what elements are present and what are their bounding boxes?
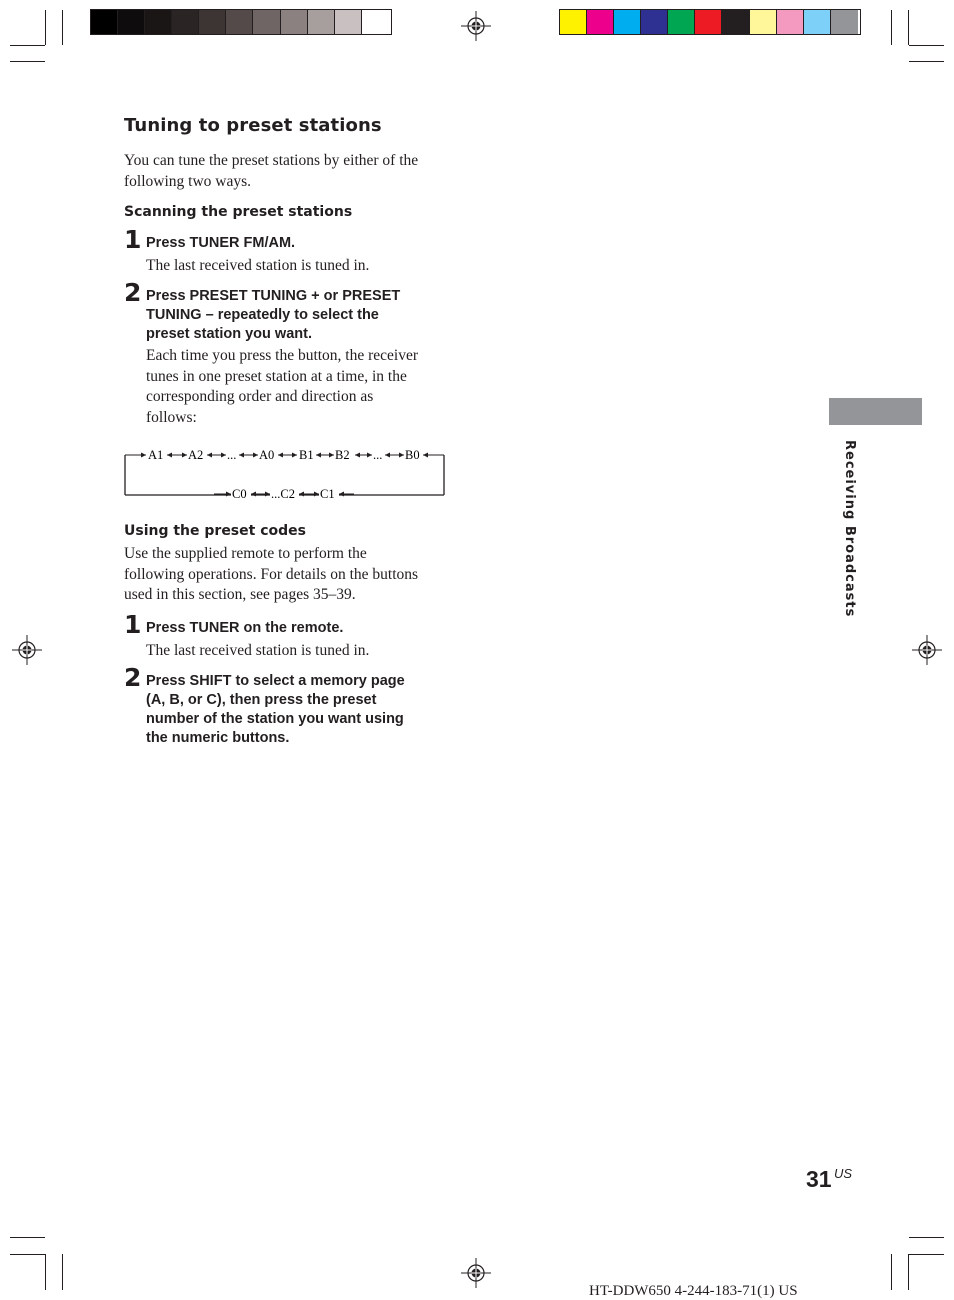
chapter-label: Receiving Broadcasts	[842, 440, 857, 618]
text-line: preset station you want.	[146, 326, 312, 342]
sequence-label: ...	[373, 448, 383, 462]
color-swatch	[172, 10, 199, 34]
color-swatch	[641, 10, 668, 34]
text-line: TUNING – repeatedly to select the	[146, 307, 379, 323]
sequence-label: B2	[335, 448, 350, 462]
step-number: 1	[124, 225, 142, 254]
color-swatch	[253, 10, 280, 34]
step-number: 2	[124, 278, 142, 307]
step-instruction	[146, 619, 343, 638]
codes-heading: Using the preset codes	[124, 523, 306, 539]
color-swatch	[668, 10, 695, 34]
step-instruction	[146, 287, 400, 344]
registration-mark-icon	[912, 635, 942, 665]
registration-mark-icon	[12, 635, 42, 665]
text-line: (A, B, or C), then press the preset	[146, 692, 377, 708]
registration-mark-icon	[461, 1258, 491, 1288]
text-line: follows:	[146, 408, 197, 426]
text-line: You can tune the preset stations by either of the	[124, 152, 419, 169]
color-swatch	[199, 10, 226, 34]
step-number: 1	[124, 610, 142, 639]
color-swatch	[587, 10, 614, 34]
color-swatch	[226, 10, 253, 34]
text-line: Press SHIFT to select a memory page	[146, 673, 405, 689]
color-swatch	[281, 10, 308, 34]
registration-mark-icon	[461, 11, 491, 41]
step-detail	[146, 641, 369, 662]
scanning-heading: Scanning the preset stations	[124, 204, 353, 220]
sequence-label: A0	[259, 448, 275, 462]
text-line: tunes in one preset station at a time, in the	[146, 367, 407, 385]
codes-intro	[124, 544, 418, 606]
text-line: following operations. For details on the buttons	[124, 565, 419, 583]
section-title: Tuning to preset stations	[124, 115, 382, 136]
sequence-label: B1	[299, 448, 314, 462]
color-swatch	[750, 10, 777, 34]
page-number: 31	[806, 1166, 832, 1192]
text-line: Press TUNER FM/AM.	[146, 235, 296, 251]
page-region-suffix: US	[834, 1166, 853, 1181]
color-swatch	[145, 10, 172, 34]
step-number: 2	[124, 663, 142, 692]
color-swatch	[831, 10, 858, 34]
color-swatch	[118, 10, 145, 34]
sequence-label: ...	[227, 448, 237, 462]
step-instruction	[146, 234, 295, 253]
color-swatch	[335, 10, 362, 34]
color-swatch	[804, 10, 831, 34]
step-detail	[146, 346, 418, 428]
sequence-label: A1	[148, 448, 164, 462]
text-line: used in this section, see pages 35–39.	[124, 586, 356, 603]
color-swatch	[91, 10, 118, 34]
color-swatch	[560, 10, 587, 34]
footer-model-code: HT-DDW650 4-244-183-71(1) US	[589, 1283, 798, 1299]
text-line: The last received station is tuned in.	[146, 642, 370, 659]
text-line: Each time you press the button, the receiver	[146, 347, 419, 364]
text-line: the numeric buttons.	[146, 730, 290, 746]
intro-paragraph	[124, 151, 418, 192]
preset-sequence-diagram	[124, 446, 446, 498]
text-line: following two ways.	[124, 172, 252, 190]
sequence-label: ...C2	[271, 487, 295, 498]
chapter-tab	[829, 398, 922, 425]
sequence-label: C1	[320, 487, 335, 498]
sequence-label: B0	[405, 448, 420, 462]
color-swatch	[722, 10, 749, 34]
color-swatch	[308, 10, 335, 34]
process-color-bar	[559, 9, 861, 35]
text-line: Use the supplied remote to perform the	[124, 545, 367, 562]
text-line: corresponding order and direction as	[146, 388, 374, 405]
color-swatch	[362, 10, 389, 34]
text-line: The last received station is tuned in.	[146, 257, 370, 274]
text-line: Press PRESET TUNING + or PRESET	[146, 288, 401, 304]
sequence-label: A2	[188, 448, 204, 462]
color-swatch	[614, 10, 641, 34]
step-instruction	[146, 672, 405, 748]
color-swatch	[777, 10, 804, 34]
grayscale-color-bar	[90, 9, 392, 35]
text-line: number of the station you want using	[146, 711, 404, 727]
sequence-label: C0	[232, 487, 247, 498]
color-swatch	[695, 10, 722, 34]
text-line: Press TUNER on the remote.	[146, 620, 344, 636]
step-detail	[146, 256, 369, 277]
